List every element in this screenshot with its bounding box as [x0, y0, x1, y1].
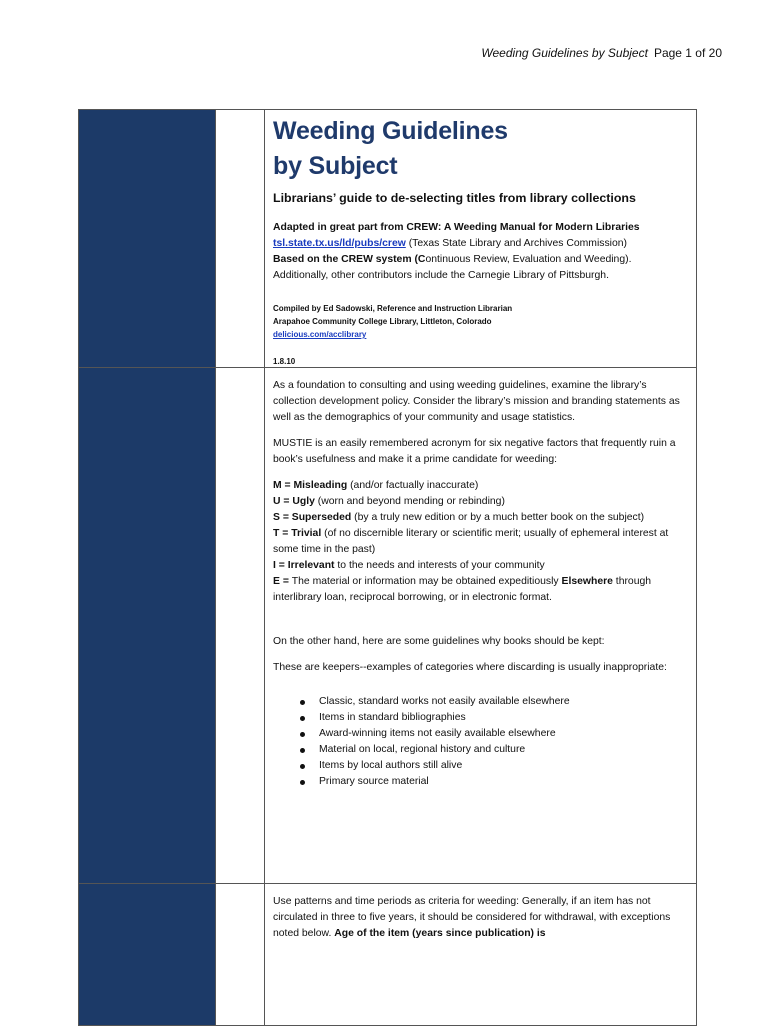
patterns-paragraph: Use patterns and time periods as criteria for weeding: Generally, if an item has not circulated in three to five years, it should be considered for withdrawal, with exceptions noted below. Age of the item (years since publication) is	[273, 896, 671, 939]
row-spacer-cell	[216, 368, 265, 883]
document-title	[273, 114, 684, 184]
mustie-cell	[273, 378, 684, 790]
guidelines-table	[78, 109, 697, 1026]
crew-link[interactable]: tsl.state.tx.us/ld/pubs/crew	[273, 238, 406, 249]
page-header	[481, 46, 722, 60]
header-page-number: Page 1 of 20	[653, 46, 722, 60]
list-item: Items by local authors still alive	[273, 758, 684, 774]
institution-text: Arapahoe Community College Library, Littleton, Colorado	[273, 317, 492, 326]
mustie-t-item: T = Trivial (of no discernible literary or scientific merit; usually of ephemeral interest at some time in the past)	[273, 528, 669, 555]
based-on-expansion: ontinuous Review, Evaluation and Weeding	[425, 254, 626, 265]
row-accent-cell	[79, 368, 216, 883]
list-item: Award-winning items not easily available elsewhere	[273, 726, 684, 742]
list-item: Primary source material	[273, 774, 684, 790]
contributors-text: Additionally, other contributors include the Carnegie Library of Pittsburgh.	[273, 270, 609, 281]
based-on-label: Based on the CREW system (	[273, 254, 418, 265]
mustie-m-item: M = Misleading (and/or factually inaccurate)	[273, 480, 479, 491]
row-spacer-cell	[216, 884, 265, 1025]
mustie-intro-paragraph: MUSTIE is an easily remembered acronym for six negative factors that frequently ruin a book’s usefulness and make it a prime candidate for weeding:	[273, 438, 676, 465]
mustie-i-item: I = Irrelevant to the needs and interests of your community	[273, 560, 545, 571]
patterns-cell	[273, 894, 684, 942]
based-on-end: ).	[625, 254, 632, 265]
based-on-line	[273, 252, 684, 268]
crew-source-line	[273, 236, 684, 252]
header-document-title: Weeding Guidelines by Subject	[481, 46, 648, 60]
list-item: Classic, standard works not easily available elsewhere	[273, 694, 684, 710]
table-row-patterns	[79, 884, 696, 1025]
adapted-from-text: Adapted in great part from CREW: A Weeding Manual for Modern Libraries	[273, 222, 640, 233]
delicious-link[interactable]: delicious.com/acclibrary	[273, 330, 367, 339]
mustie-u-item: U = Ugly (worn and beyond mending or rebinding)	[273, 496, 505, 507]
title-cell	[273, 114, 684, 368]
based-on-c: C	[417, 254, 426, 265]
row-accent-cell	[79, 884, 216, 1025]
crew-source-note: (Texas State Library and Archives Commission)	[405, 238, 627, 249]
table-row-mustie	[79, 368, 696, 884]
other-hand-paragraph: On the other hand, here are some guidelines why books should be kept:	[273, 636, 605, 647]
row-accent-cell	[79, 110, 216, 367]
foundation-paragraph: As a foundation to consulting and using weeding guidelines, examine the library’s collection development policy. Consider the library’s mission and branding statements as well as the demographics of your community and usage statistics.	[273, 380, 680, 423]
title-line-2: by Subject	[273, 152, 398, 180]
list-item: Material on local, regional history and culture	[273, 742, 684, 758]
compiled-by-text: Compiled by Ed Sadowski, Reference and Instruction Librarian	[273, 304, 513, 313]
table-row-title	[79, 110, 696, 368]
title-line-1: Weeding Guidelines	[273, 117, 508, 145]
keepers-intro-paragraph: These are keepers--examples of categories where discarding is usually inappropriate:	[273, 662, 667, 673]
version-label: 1.8.10	[273, 357, 296, 366]
list-item: Items in standard bibliographies	[273, 710, 684, 726]
mustie-e-item: E = The material or information may be obtained expeditiously Elsewhere through interlibrary loan, reciprocal borrowing, or in electronic format.	[273, 576, 652, 603]
row-spacer-cell	[216, 110, 265, 367]
document-subtitle: Librarians’ guide to de-selecting titles from library collections	[273, 191, 636, 205]
keepers-list	[273, 694, 684, 790]
mustie-s-item: S = Superseded (by a truly new edition or by a much better book on the subject)	[273, 512, 645, 523]
